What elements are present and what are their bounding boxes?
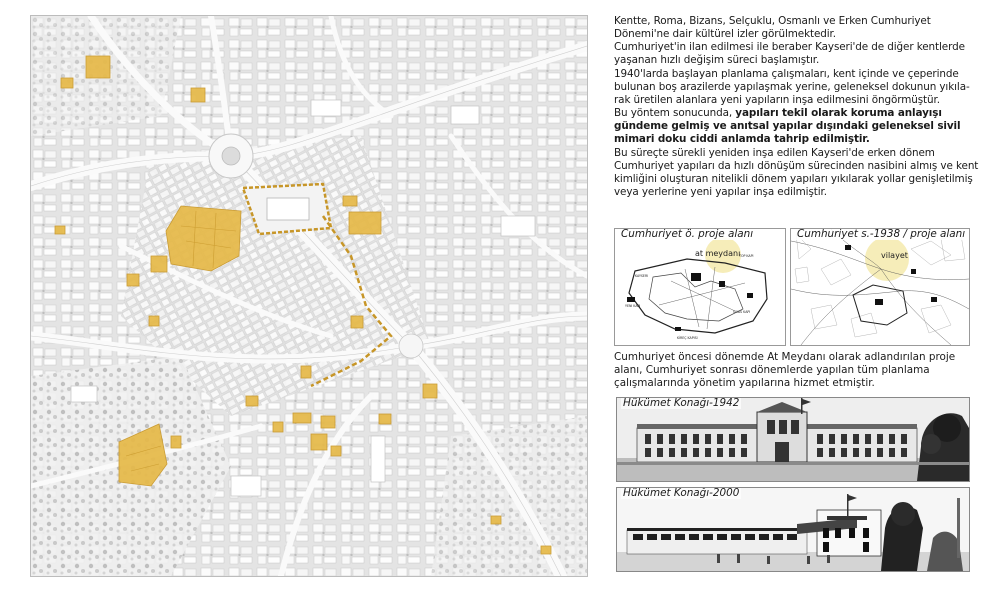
svg-text:TOP KAPI: TOP KAPI	[739, 254, 754, 258]
intro-paragraph-2: Cumhuriyet'in ilan edilmesi ile beraber Kayseri'de de diğer kentlerde yaşanan hızlı değişim süreci başlamıştır.	[614, 41, 965, 67]
plan-left-caption: Cumhuriyet ö. proje alanı	[621, 228, 754, 240]
result-lead: Bu yöntem sonucunda,	[614, 107, 736, 120]
intro-text-block	[614, 15, 984, 199]
photo-hukumet-konagi-1942	[616, 397, 970, 482]
svg-text:KAYSERI: KAYSERI	[635, 274, 649, 278]
photo1-caption: Hükümet Konağı-1942	[623, 397, 740, 409]
result-bold: yapıları tekil olarak koruma anlayışı gündeme gelmiş ve anıtsal yapılar dışındaki geleneksel sivil mimari doku ciddi anlamda tahrip edilmiştir.	[614, 107, 961, 146]
plan-pre-republic	[614, 228, 786, 346]
aerial-map	[30, 15, 588, 577]
plan-left-drawing	[615, 229, 785, 345]
plan-post-republic	[790, 228, 970, 346]
intro-paragraph-1: Kentte, Roma, Bizans, Selçuklu, Osmanlı ve Erken Cumhuriyet Dönemi'ne dair kültürel izler görülmektedir.	[614, 15, 931, 41]
intro-paragraph-3: 1940'larda başlayan planlama çalışmaları, kent içinde ve çeperinde bulunan boş arazilerde yapılaşmak yerine, geleneksel dokunun yıkıla-rak üretilen alanlara yeni yapıların inşa edilmesini öngörmüştür.	[614, 67, 970, 106]
photo1-drawing	[617, 398, 969, 481]
process-paragraph: Bu süreçte sürekli yeniden inşa edilen Kayseri'de erken dönem Cumhuriyet yapıları da hızlı dönüşüm sürecinden nasibini almış ve kent kimliğini oluşturan nitelikli dönem yapıları yıkılarak yollar genişletilmiş veya yerlerine yeni yapılar inşa edilmiştir.	[614, 146, 979, 199]
svg-text:SIVAS KAPI: SIVAS KAPI	[733, 310, 751, 314]
photo2-drawing	[617, 488, 969, 571]
photo2-caption: Hükümet Konağı-2000	[623, 487, 740, 499]
plan-right-label: vilayet	[881, 251, 908, 260]
plan-right-caption: Cumhuriyet s.-1938 / proje alanı	[797, 228, 966, 240]
map-canvas	[31, 16, 587, 576]
photo-hukumet-konagi-2000	[616, 487, 970, 572]
svg-text:KİREÇ KAPISI: KİREÇ KAPISI	[677, 336, 698, 340]
plan-left-label: at meydanı	[695, 249, 741, 258]
svg-text:YENI KAPI: YENI KAPI	[625, 304, 641, 308]
result-paragraph	[614, 107, 984, 146]
plan-right-drawing	[791, 229, 969, 345]
mid-paragraph: Cumhuriyet öncesi dönemde At Meydanı olarak adlandırılan proje alanı, Cumhuriyet sonrası dönemlerde yapılan tüm planlama çalışmalarında yönetim yapılarına hizmet etmiştir.	[614, 351, 956, 390]
